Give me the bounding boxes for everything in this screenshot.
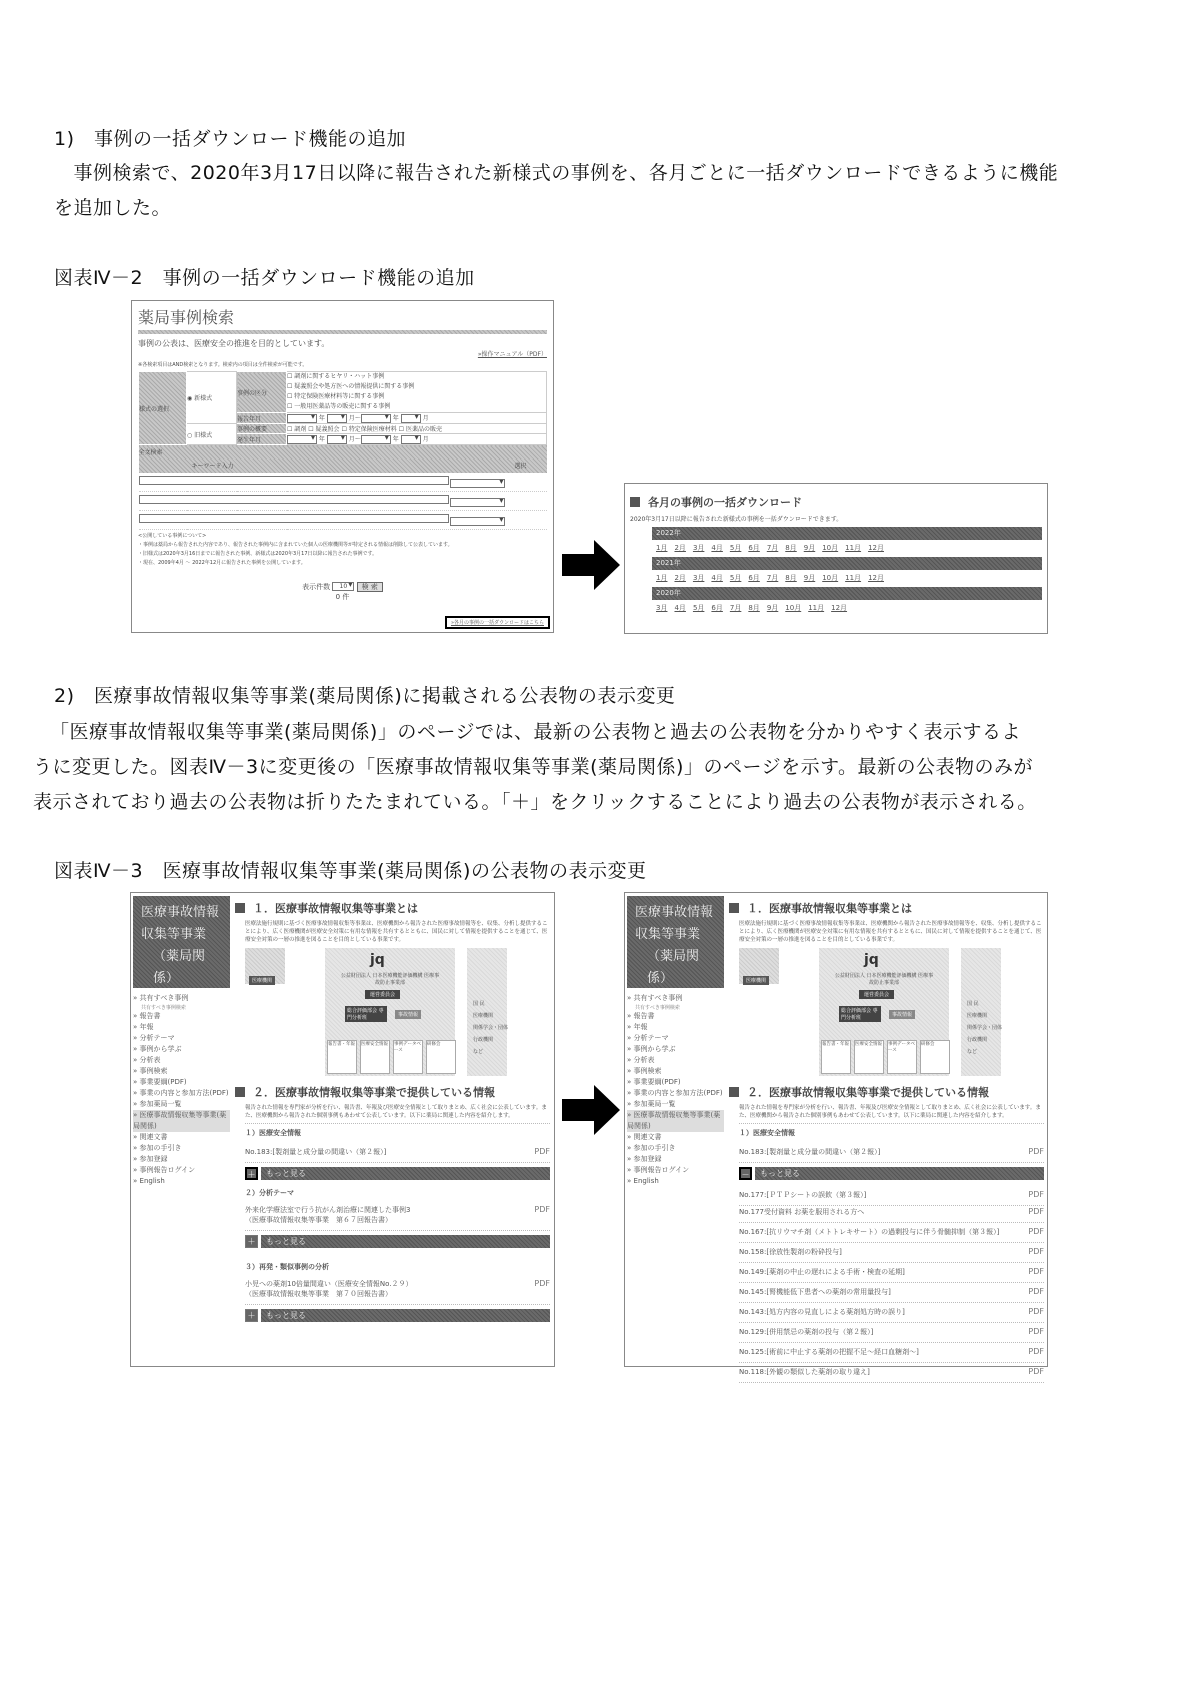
search-page-title: 薬局事例検索 <box>138 308 235 327</box>
more-label[interactable]: もっと見る <box>261 1167 550 1180</box>
output-doc: 医療安全情報 <box>360 1040 390 1074</box>
web-label: 事故情報 <box>889 1010 915 1019</box>
subsection-title: ３）再発・類似事例の分析 <box>245 1263 329 1271</box>
publication-link[interactable]: No.143:[処方内容の見直しによる薬剤処方時の誤り] <box>739 1308 905 1316</box>
month-link[interactable]: 4月 <box>711 544 723 552</box>
publication-link[interactable]: No.177:[ＰＴＰシートの誤飲（第３報）] <box>739 1191 867 1199</box>
publication-item <box>739 1303 1044 1323</box>
pdf-icon[interactable]: PDF <box>1028 1327 1044 1336</box>
pdf-icon[interactable]: PDF <box>534 1279 550 1288</box>
sidebar-item-label: English <box>633 1177 659 1185</box>
month-link[interactable]: 8月 <box>785 544 797 552</box>
output-doc: 報告書・年報 <box>327 1040 357 1074</box>
month-link[interactable]: 6月 <box>748 574 760 582</box>
publication-link[interactable]: 小児への薬剤10倍量間違い（医療安全情報No.２９） <box>245 1280 413 1288</box>
old-style-radio[interactable]: ○ 旧様式 <box>187 424 237 445</box>
output-doc: 研修会 <box>426 1040 456 1074</box>
sidebar-item[interactable]: » 事業要綱(PDF) <box>133 1078 187 1086</box>
sidebar-item[interactable]: » 報告書 <box>627 1012 655 1020</box>
more-label[interactable]: もっと見る <box>755 1167 1044 1180</box>
publication-item <box>739 1186 1044 1206</box>
style-label: 様式の選択 <box>139 372 187 445</box>
month-link[interactable]: 9月 <box>803 544 816 552</box>
sidebar-item[interactable]: » 事例報告ログイン <box>133 1166 196 1174</box>
month-link[interactable]: 1月 <box>656 574 668 582</box>
right-arrow-icon <box>562 1085 620 1135</box>
sidebar-item[interactable]: » 分析表 <box>627 1056 655 1064</box>
manual-link[interactable]: »操作マニュアル（PDF） <box>477 351 547 358</box>
publication-item <box>739 1263 1044 1283</box>
publication-link[interactable]: No.129:[併用禁忌の薬剤の投与（第２報）] <box>739 1328 874 1336</box>
result-controls: 表示件数 10 ▾ 検 索 0 件 <box>138 582 547 602</box>
publication-item <box>739 1343 1044 1363</box>
sidebar-item-label: 参加薬局一覧 <box>139 1100 182 1108</box>
keyword-input[interactable] <box>139 514 449 523</box>
month-link[interactable]: 5月 <box>692 604 705 612</box>
month-link[interactable]: 11月 <box>808 604 825 612</box>
heading-square-icon <box>235 903 245 913</box>
publication-link[interactable]: No.167:[抗リウマチ剤（メトトレキサート）の過剰投与に伴う骨髄抑制（第３報）] <box>739 1228 1000 1236</box>
sidebar-item-label: 事例報告ログイン <box>633 1166 690 1174</box>
category-checkboxes[interactable]: ☐ 調剤に関するヒヤリ・ハット事例 ☐ 疑義照会や処方医への情報提供に関する事例 ☐ 特定保険医療材料等に関する事例 ☐ 一般用医薬品等の販売に関する事例 <box>287 372 547 413</box>
hospital-label: 医療機関 <box>743 976 769 985</box>
year-bar: 2021年 <box>652 557 1042 570</box>
sidebar-item[interactable]: » 参加の手引き <box>627 1144 676 1152</box>
count-select[interactable]: 10 ▾ <box>332 582 354 591</box>
target-label: など <box>473 1049 484 1055</box>
sidebar-item-label: 年報 <box>139 1023 154 1031</box>
sidebar-nav <box>133 993 230 1187</box>
expand-button[interactable]: ＋ <box>245 1235 258 1248</box>
right-arrow-icon <box>562 540 620 590</box>
more-label[interactable]: もっと見る <box>261 1309 550 1322</box>
month-link[interactable]: 6月 <box>748 544 760 552</box>
sidebar-item[interactable]: » 分析テーマ <box>627 1034 669 1042</box>
sidebar-item-label: 事業の内容と参加方法(PDF) <box>139 1089 229 1097</box>
month-link[interactable]: 5月 <box>729 574 742 582</box>
sidebar-item-label: 分析テーマ <box>633 1034 669 1042</box>
project-banner: 医療事故情報 収集等事業 （薬局関係） <box>133 896 230 988</box>
select-header: 選択 <box>514 463 527 470</box>
fulltext-label: 全文検索 <box>139 445 547 459</box>
ops-label: 運営委員会 <box>365 990 400 999</box>
pdf-icon[interactable]: PDF <box>1028 1227 1044 1236</box>
sidebar-item[interactable]: » 参加薬局一覧 <box>133 1100 182 1108</box>
web-label: 事故情報 <box>395 1010 421 1019</box>
publication-source: （医療事故情報収集等事業 第６７回報告書） <box>245 1216 392 1224</box>
sidebar-item-label: 事業要綱(PDF) <box>139 1078 187 1086</box>
pdf-icon[interactable]: PDF <box>534 1205 550 1214</box>
sidebar-item-label: 参加登録 <box>139 1155 168 1163</box>
sidebar-item-label: 参加薬局一覧 <box>633 1100 676 1108</box>
main-content <box>729 896 1044 1383</box>
sidebar-nav <box>627 993 724 1187</box>
publication-item <box>245 1202 550 1231</box>
month-link[interactable]: 8月 <box>748 604 760 612</box>
section1-paragraph-cont: を追加した。 <box>54 197 172 219</box>
sidebar-item-label: 事業要綱(PDF) <box>633 1078 681 1086</box>
month-link[interactable]: 9月 <box>766 604 779 612</box>
month-link[interactable]: 7月 <box>766 574 779 582</box>
month-link[interactable]: 4月 <box>711 574 723 582</box>
project-diagram <box>739 948 1044 1076</box>
month-link[interactable]: 12月 <box>868 544 884 552</box>
target-label: 国 民 <box>473 1001 485 1007</box>
target-label: 行政機関 <box>967 1037 988 1043</box>
section-title: １．医療事故情報収集等事業とは <box>235 900 550 916</box>
month-link[interactable]: 5月 <box>729 544 742 552</box>
section1-paragraph: 事例検索で、2020年3月17日以降に報告された新様式の事例を、各月ごとに一括ダウンロードできるように機能 <box>54 162 1059 184</box>
pdf-icon[interactable]: PDF <box>534 1147 550 1156</box>
more-bar <box>245 1166 550 1180</box>
month-links <box>652 600 1042 617</box>
heading-square-icon <box>729 903 739 913</box>
search-notes: <公開している事例について> ・事例は薬局から報告された内容であり、報告された事例内に含まれていた個人の医療機関等が特定される情報は削除して公表しています。 ・旧様式は2020年3月16日までに報告された事例、新様式は2020年3月17日以降に報告された事例です。 ・現在、2009年4月 ～ 2022年12月に報告された事例を公開しています。 <box>138 532 453 566</box>
sidebar-item[interactable]: » 参加の手引き <box>133 1144 182 1152</box>
project-page-collapsed <box>130 892 555 1367</box>
sidebar-subitem: 共有すべき事例検索 <box>635 1005 680 1011</box>
year-bar: 2022年 <box>652 527 1042 540</box>
sidebar-item-label: 参加登録 <box>633 1155 662 1163</box>
target-label: 行政機関 <box>473 1037 494 1043</box>
sidebar-item[interactable]: » 共有すべき事例 <box>627 994 683 1002</box>
summary-label: 事例の概要 <box>237 424 287 434</box>
sidebar-item[interactable]: » English <box>627 1177 659 1185</box>
download-title: 各月の事例の一括ダウンロード <box>648 496 802 509</box>
collapse-button[interactable]: － <box>739 1167 752 1180</box>
keyword-header: キーワード入力 <box>191 463 234 470</box>
bulk-download-link[interactable]: »各月の事例の一括ダウンロードはこちら <box>445 616 550 629</box>
publication-link[interactable]: No.183:[製剤量と成分量の間違い（第２報）] <box>245 1148 387 1156</box>
sidebar-item-label: 共有すべき事例 <box>633 994 683 1002</box>
section1-heading: 1) 事例の一括ダウンロード機能の追加 <box>54 128 407 150</box>
keyword-select[interactable] <box>450 517 505 526</box>
report-month-selects[interactable]: ▾ 年 ▾ 月～▾ 年 ▾ 月 <box>287 413 547 424</box>
download-description: 2020年3月17日以降に報告された新様式の事例を一括ダウンロードできます。 <box>630 516 843 523</box>
sidebar-item[interactable]: » 関連文書 <box>133 1133 168 1141</box>
search-form-table <box>138 371 547 530</box>
sidebar-item[interactable]: » 関連文書 <box>627 1133 662 1141</box>
project-diagram <box>245 948 550 1076</box>
publication-item <box>739 1363 1044 1383</box>
sidebar-item-label: 報告書 <box>633 1012 655 1020</box>
ops-label: 運営委員会 <box>859 990 894 999</box>
sidebar-item-label: 分析表 <box>633 1056 655 1064</box>
hospital-label: 医療機関 <box>249 976 275 985</box>
search-note: ※各検索項目はAND検索となります。検索内の項目は全件検索が可能です。 <box>138 362 308 368</box>
output-doc: 事例データベース <box>887 1040 917 1074</box>
bulk-download-screenshot <box>624 483 1048 634</box>
section2-paragraph: 「医療事故情報収集等事業(薬局関係)」のページでは、最新の公表物と過去の公表物を分かりやすく表示するよ <box>50 721 1021 743</box>
experts-label: 総合評価部会 専門分析班 <box>839 1006 881 1022</box>
keyword-input[interactable] <box>139 476 449 485</box>
section-text: 医療法施行規則に基づく医療事故情報収集等事業は、医療機関から報告された医療事故情報等を、収集、分析し提供することにより、広く医療機関が医療安全対策に有用な情報を共有するとともに、国民に対して情報を提供することを通じて、医療安全対策の一層の推進を図ることを目的としている事業です。 <box>245 921 548 943</box>
pdf-icon[interactable]: PDF <box>1028 1267 1044 1276</box>
sidebar-item[interactable]: » 事例から学ぶ <box>627 1045 676 1053</box>
sidebar-item-label: 参加の手引き <box>633 1144 676 1152</box>
pdf-icon[interactable]: PDF <box>1028 1147 1044 1156</box>
month-link[interactable]: 2月 <box>674 544 686 552</box>
target-label: 関係学会・団体 <box>473 1025 509 1031</box>
target-label: など <box>967 1049 978 1055</box>
figure-caption-4-2: 図表Ⅳ－2 事例の一括ダウンロード機能の追加 <box>54 267 475 289</box>
month-link[interactable]: 3月 <box>656 604 668 612</box>
section-text: 医療法施行規則に基づく医療事故情報収集等事業は、医療機関から報告された医療事故情報等を、収集、分析し提供することにより、広く医療機関が医療安全対策に有用な情報を共有するとともに、国民に対して情報を提供することを通じて、医療安全対策の一層の推進を図ることを目的としている事業です。 <box>739 921 1042 943</box>
keyword-select[interactable] <box>450 498 505 507</box>
sidebar-item[interactable]: » 年報 <box>627 1023 648 1031</box>
section-text: 報告された情報を専門家が分析を行い、報告書、年報及び医療安全情報として取りまとめ、広く社会に公表しています。また、医療機関から報告された個別事例もあわせて公表しています。以下に薬局に関連した内容を紹介します。 <box>245 1104 550 1124</box>
section2-paragraph-cont: うに変更した。図表Ⅳ－3に変更後の「医療事故情報収集等事業(薬局関係)」のページを示す。最新の公表物のみが <box>33 756 1034 778</box>
sidebar-item[interactable]: » 事例から学ぶ <box>133 1045 182 1053</box>
category-label: 事例の区分 <box>237 372 287 413</box>
publication-link[interactable]: No.145:[腎機能低下患者への薬剤の常用量投与] <box>739 1288 891 1296</box>
section-title: ２．医療事故情報収集等事業で提供している情報 <box>235 1084 550 1100</box>
heading-square-icon <box>235 1087 245 1097</box>
more-bar <box>245 1308 550 1322</box>
publication-link[interactable]: No.149:[薬剤の中止の遅れによる手術・検査の延期] <box>739 1268 905 1276</box>
publication-link[interactable]: No.158:[徐放性製剤の粉砕投与] <box>739 1248 842 1256</box>
publication-item <box>245 1276 550 1305</box>
publication-item <box>739 1144 1044 1163</box>
sidebar-item[interactable]: » 分析表 <box>133 1056 161 1064</box>
month-link[interactable]: 8月 <box>785 574 797 582</box>
sidebar-item-label: 事例検索 <box>633 1067 662 1075</box>
publication-link[interactable]: No.125:[術前に中止する薬剤の把握不足～経口血糖剤～] <box>739 1348 919 1356</box>
target-label: 関係学会・団体 <box>967 1025 1003 1031</box>
output-doc: 研修会 <box>920 1040 950 1074</box>
sidebar-item-label: 事例から学ぶ <box>633 1045 676 1053</box>
report-month-label: 報告年月 <box>237 413 287 424</box>
year-list <box>652 527 1042 617</box>
occur-month-selects[interactable]: ▾ 年 ▾ 月～▾ 年 ▾ 月 <box>287 434 547 445</box>
section2-paragraph-cont2: 表示されており過去の公表物は折りたたまれている。「＋」をクリックすることにより過去の公表物が表示される。 <box>33 791 1037 813</box>
sidebar-item[interactable]: » 報告書 <box>133 1012 161 1020</box>
heading-square-icon <box>729 1087 739 1097</box>
occur-month-label: 発生年月 <box>237 434 287 445</box>
case-search-screenshot <box>131 300 554 633</box>
sidebar-item[interactable]: » 事例報告ログイン <box>627 1166 690 1174</box>
month-link[interactable]: 7月 <box>766 544 779 552</box>
publication-item <box>739 1323 1044 1343</box>
subsection-title: ２）分析テーマ <box>245 1189 294 1197</box>
figure-caption-4-3: 図表Ⅳ－3 医療事故情報収集等事業(薬局関係)の公表物の表示変更 <box>54 860 647 882</box>
sidebar-item[interactable]: » 事業の内容と参加方法(PDF) <box>627 1089 723 1097</box>
month-link[interactable]: 6月 <box>711 604 723 612</box>
month-link[interactable]: 3月 <box>692 544 705 552</box>
month-link[interactable]: 1月 <box>656 544 668 552</box>
pdf-icon[interactable]: PDF <box>1028 1307 1044 1316</box>
org-label: 公益財団法人 日本医療機能評価機構 医療事故防止事業部 <box>834 973 934 986</box>
publication-item <box>739 1283 1044 1303</box>
publication-link[interactable]: No.183:[製剤量と成分量の間違い（第２報）] <box>739 1148 881 1156</box>
keyword-select[interactable] <box>450 479 505 488</box>
expand-button[interactable]: ＋ <box>245 1167 258 1180</box>
month-link[interactable]: 4月 <box>674 604 686 612</box>
month-link[interactable]: 11月 <box>845 544 862 552</box>
publication-link[interactable]: No.177受付資料 お薬を服用される方へ <box>739 1208 865 1216</box>
publication-item <box>245 1144 550 1163</box>
sidebar-item-label: 医療事故情報収集等事業(薬局関係) <box>133 1111 227 1130</box>
new-style-radio[interactable]: ◉ 新様式 <box>187 372 237 424</box>
sidebar-item-label: 事業の内容と参加方法(PDF) <box>633 1089 723 1097</box>
section2-heading: 2) 医療事故情報収集等事業(薬局関係)に掲載される公表物の表示変更 <box>54 685 676 707</box>
summary-checkboxes[interactable]: ☐ 調剤 ☐ 疑義照会 ☐ 特定保険医療材料 ☐ 医薬品の販売 <box>287 424 547 434</box>
project-page-expanded <box>624 892 1048 1376</box>
sidebar-item[interactable]: » 参加登録 <box>133 1155 168 1163</box>
month-link[interactable]: 10月 <box>822 574 839 582</box>
sidebar-subitem: 共有すべき事例検索 <box>141 1005 186 1011</box>
month-link[interactable]: 10月 <box>785 604 802 612</box>
heading-square-icon <box>630 497 640 507</box>
subsection-title: １）医療安全情報 <box>739 1129 795 1137</box>
sidebar-item-label: 年報 <box>633 1023 648 1031</box>
sidebar-item[interactable]: » 共有すべき事例 <box>133 994 189 1002</box>
search-subtitle: 事例の公表は、医療安全の推進を目的としています。 <box>138 339 330 348</box>
pdf-icon[interactable]: PDF <box>1028 1247 1044 1256</box>
sidebar-item[interactable]: » English <box>133 1177 165 1185</box>
year-bar: 2020年 <box>652 587 1042 600</box>
pdf-icon[interactable]: PDF <box>1028 1190 1044 1199</box>
main-content <box>235 896 550 1328</box>
month-links <box>652 570 1042 587</box>
sidebar-item[interactable]: » 事業の内容と参加方法(PDF) <box>133 1089 229 1097</box>
sidebar-item[interactable]: » 分析テーマ <box>133 1034 175 1042</box>
output-doc: 報告書・年報 <box>821 1040 851 1074</box>
month-link[interactable]: 11月 <box>845 574 862 582</box>
month-link[interactable]: 10月 <box>822 544 839 552</box>
month-links <box>652 540 1042 557</box>
result-count: 0 件 <box>335 592 350 601</box>
org-label: 公益財団法人 日本医療機能評価機構 医療事故防止事業部 <box>340 973 440 986</box>
search-button[interactable]: 検 索 <box>357 582 383 592</box>
publication-item <box>739 1243 1044 1263</box>
section-text: 報告された情報を専門家が分析を行い、報告書、年報及び医療安全情報として取りまとめ、広く社会に公表しています。また、医療機関から報告された個別事例もあわせて公表しています。以下に薬局に関連した内容を紹介します。 <box>739 1104 1044 1124</box>
sidebar-item-label: 事例報告ログイン <box>139 1166 196 1174</box>
section-title: ２．医療事故情報収集等事業で提供している情報 <box>729 1084 1044 1100</box>
keyword-input[interactable] <box>139 495 449 504</box>
pdf-icon[interactable]: PDF <box>1028 1347 1044 1356</box>
sidebar-item-label: English <box>139 1177 165 1185</box>
month-link[interactable]: 12月 <box>868 574 884 582</box>
pdf-icon[interactable]: PDF <box>1028 1367 1044 1376</box>
output-doc: 事例データベース <box>393 1040 423 1074</box>
sidebar-item[interactable]: » 事例検索 <box>627 1067 662 1075</box>
sidebar-item-label: 参加の手引き <box>139 1144 182 1152</box>
more-bar <box>739 1166 1044 1180</box>
publication-link[interactable]: 外来化学療法室で行う抗がん剤治療に関連した事例3 <box>245 1206 411 1214</box>
sidebar-item-label: 共有すべき事例 <box>139 994 189 1002</box>
jq-logo: jq <box>370 952 385 968</box>
experts-label: 総合評価部会 専門分析班 <box>345 1006 387 1022</box>
output-doc: 医療安全情報 <box>854 1040 884 1074</box>
sidebar-item-label: 分析テーマ <box>139 1034 175 1042</box>
publication-item <box>739 1206 1044 1223</box>
month-link[interactable]: 12月 <box>831 604 848 612</box>
sidebar-item-label: 事例検索 <box>139 1067 168 1075</box>
month-link[interactable]: 7月 <box>729 604 742 612</box>
month-link[interactable]: 2月 <box>674 574 686 582</box>
sidebar-item-label: 関連文書 <box>633 1133 662 1141</box>
project-banner: 医療事故情報 収集等事業 （薬局関係） <box>627 896 724 988</box>
publication-link[interactable]: No.118:[外観の類似した薬剤の取り違え] <box>739 1368 870 1376</box>
month-link[interactable]: 3月 <box>692 574 705 582</box>
target-label: 医療機関 <box>967 1013 988 1019</box>
pdf-icon[interactable]: PDF <box>1028 1287 1044 1296</box>
sidebar-item[interactable]: » 医療事故情報収集等事業(薬局関係) <box>627 1110 724 1132</box>
target-label: 国 民 <box>967 1001 979 1007</box>
publication-source: （医療事故情報収集等事業 第７０回報告書） <box>245 1290 392 1298</box>
subsection-title: １）医療安全情報 <box>245 1129 301 1137</box>
target-label: 医療機関 <box>473 1013 494 1019</box>
sidebar-item-label: 関連文書 <box>139 1133 168 1141</box>
month-link[interactable]: 9月 <box>803 574 816 582</box>
sidebar-item[interactable]: » 参加薬局一覧 <box>627 1100 676 1108</box>
sidebar-item[interactable]: » 事例検索 <box>133 1067 168 1075</box>
sidebar-item-label: 医療事故情報収集等事業(薬局関係) <box>627 1111 721 1130</box>
sidebar-item[interactable]: » 参加登録 <box>627 1155 662 1163</box>
pdf-icon[interactable]: PDF <box>1028 1207 1044 1216</box>
sidebar-item-label: 事例から学ぶ <box>139 1045 182 1053</box>
sidebar-item[interactable]: » 事業要綱(PDF) <box>627 1078 681 1086</box>
more-bar <box>245 1234 550 1248</box>
sidebar-item-label: 分析表 <box>139 1056 161 1064</box>
publication-item <box>739 1223 1044 1243</box>
more-label[interactable]: もっと見る <box>261 1235 550 1248</box>
section-title: １．医療事故情報収集等事業とは <box>729 900 1044 916</box>
sidebar-item[interactable]: » 年報 <box>133 1023 154 1031</box>
jq-logo: jq <box>864 952 879 968</box>
sidebar-item[interactable]: » 医療事故情報収集等事業(薬局関係) <box>133 1110 230 1132</box>
expand-button[interactable]: ＋ <box>245 1309 258 1322</box>
sidebar-item-label: 報告書 <box>139 1012 161 1020</box>
